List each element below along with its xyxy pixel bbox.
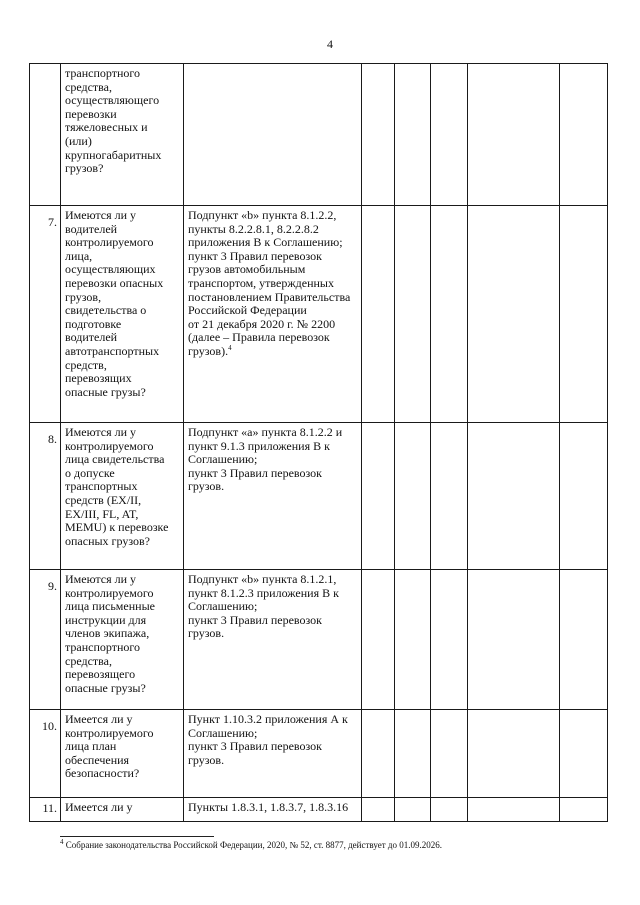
extra-cell[interactable]: [560, 710, 608, 798]
row-number: 8.: [30, 423, 61, 570]
requirement-cell: [184, 710, 362, 798]
answer-no-cell[interactable]: [395, 570, 431, 710]
footnote-ref: 4: [228, 343, 232, 352]
question-cell: [61, 570, 184, 710]
row-number: 11.: [30, 798, 61, 822]
requirement-text: Пункт 1.10.3.2 приложения А к Соглашению; пункт 3 Правил перевозок грузов.: [188, 712, 348, 767]
answer-na-cell[interactable]: [431, 206, 468, 423]
answer-na-cell[interactable]: [431, 570, 468, 710]
question-cell: [61, 206, 184, 423]
table-row: [30, 64, 608, 206]
requirement-text: [188, 209, 358, 359]
comment-cell[interactable]: [468, 798, 560, 822]
table-row: [30, 423, 608, 570]
requirement-text: Подпункт «а» пункта 8.1.2.2 и пункт 9.1.3 приложения В к Соглашению; пункт 3 Правил перевозок грузов.: [188, 425, 343, 494]
extra-cell[interactable]: [560, 206, 608, 423]
row-number: 10.: [30, 710, 61, 798]
footnote-text: Собрание законодательства Российской Федерации, 2020, № 52, ст. 8877, действует до 01.09.2026.: [65, 840, 442, 850]
requirement-text: Пункты 1.8.3.1, 1.8.3.7, 1.8.3.16: [188, 800, 349, 814]
answer-no-cell[interactable]: [395, 206, 431, 423]
requirement-cell: [184, 64, 362, 206]
comment-cell[interactable]: [468, 710, 560, 798]
answer-no-cell[interactable]: [395, 798, 431, 822]
footnote: [60, 840, 442, 850]
page-number: 4: [327, 37, 333, 51]
answer-yes-cell[interactable]: [362, 64, 395, 206]
extra-cell[interactable]: [560, 570, 608, 710]
question-text: Имеются ли у контролируемого лица письменные инструкции для членов экипажа, транспортного средства, перевозящего опасные грузы?: [65, 572, 155, 695]
question-cell: [61, 710, 184, 798]
footnote-divider: [60, 836, 214, 837]
question-cell: [61, 798, 184, 822]
question-text: транспортного средства, осуществляющего перевозки тяжеловесных и (или) крупногабаритных грузов?: [65, 66, 162, 176]
comment-cell[interactable]: [468, 423, 560, 570]
question-text: Имеется ли у контролируемого лица план обеспечения безопасности?: [65, 712, 154, 781]
checklist-table: [29, 63, 608, 822]
question-text: Имеются ли у контролируемого лица свидетельства о допуске транспортных средств (EX/II, EX/III, FL, AT, MEMU) к перевозке опасных грузов?: [65, 425, 169, 548]
requirement-cell: [184, 798, 362, 822]
answer-na-cell[interactable]: [431, 798, 468, 822]
answer-no-cell[interactable]: [395, 64, 431, 206]
requirement-cell: [184, 570, 362, 710]
requirement-text-body: Подпункт «b» пункта 8.1.2.2, пункты 8.2.2.8.1, 8.2.2.8.2 приложения В к Соглашению; пункт 3 Правил перевозок грузов автомобильным транспортом, утвержденных постановлением Правительства Российской Федерации от 21 декабря 2020 г. № 2200 (далее – Правила перевозок грузов).: [188, 208, 351, 358]
extra-cell[interactable]: [560, 798, 608, 822]
extra-cell[interactable]: [560, 423, 608, 570]
row-number: [30, 64, 61, 206]
answer-yes-cell[interactable]: [362, 206, 395, 423]
requirement-cell: [184, 206, 362, 423]
answer-yes-cell[interactable]: [362, 710, 395, 798]
question-cell: [61, 423, 184, 570]
answer-no-cell[interactable]: [395, 423, 431, 570]
comment-cell[interactable]: [468, 64, 560, 206]
answer-yes-cell[interactable]: [362, 570, 395, 710]
footnote-mark: 4: [60, 838, 64, 846]
question-text: Имеется ли у: [65, 800, 133, 814]
row-number: 7.: [30, 206, 61, 423]
answer-na-cell[interactable]: [431, 64, 468, 206]
comment-cell[interactable]: [468, 570, 560, 710]
answer-yes-cell[interactable]: [362, 798, 395, 822]
table-row: [30, 798, 608, 822]
table-row: [30, 710, 608, 798]
question-text: Имеются ли у водителей контролируемого лица, осуществляющих перевозки опасных грузов, свидетельства о подготовке водителей автотранспортных средств, перевозящих опасные грузы?: [65, 208, 164, 399]
requirement-cell: [184, 423, 362, 570]
extra-cell[interactable]: [560, 64, 608, 206]
table-row: [30, 570, 608, 710]
table-row: [30, 206, 608, 423]
answer-yes-cell[interactable]: [362, 423, 395, 570]
answer-na-cell[interactable]: [431, 423, 468, 570]
answer-no-cell[interactable]: [395, 710, 431, 798]
requirement-text: Подпункт «b» пункта 8.1.2.1, пункт 8.1.2.3 приложения В к Соглашению; пункт 3 Правил перевозок грузов.: [188, 572, 339, 641]
question-cell: [61, 64, 184, 206]
answer-na-cell[interactable]: [431, 710, 468, 798]
comment-cell[interactable]: [468, 206, 560, 423]
row-number: 9.: [30, 570, 61, 710]
